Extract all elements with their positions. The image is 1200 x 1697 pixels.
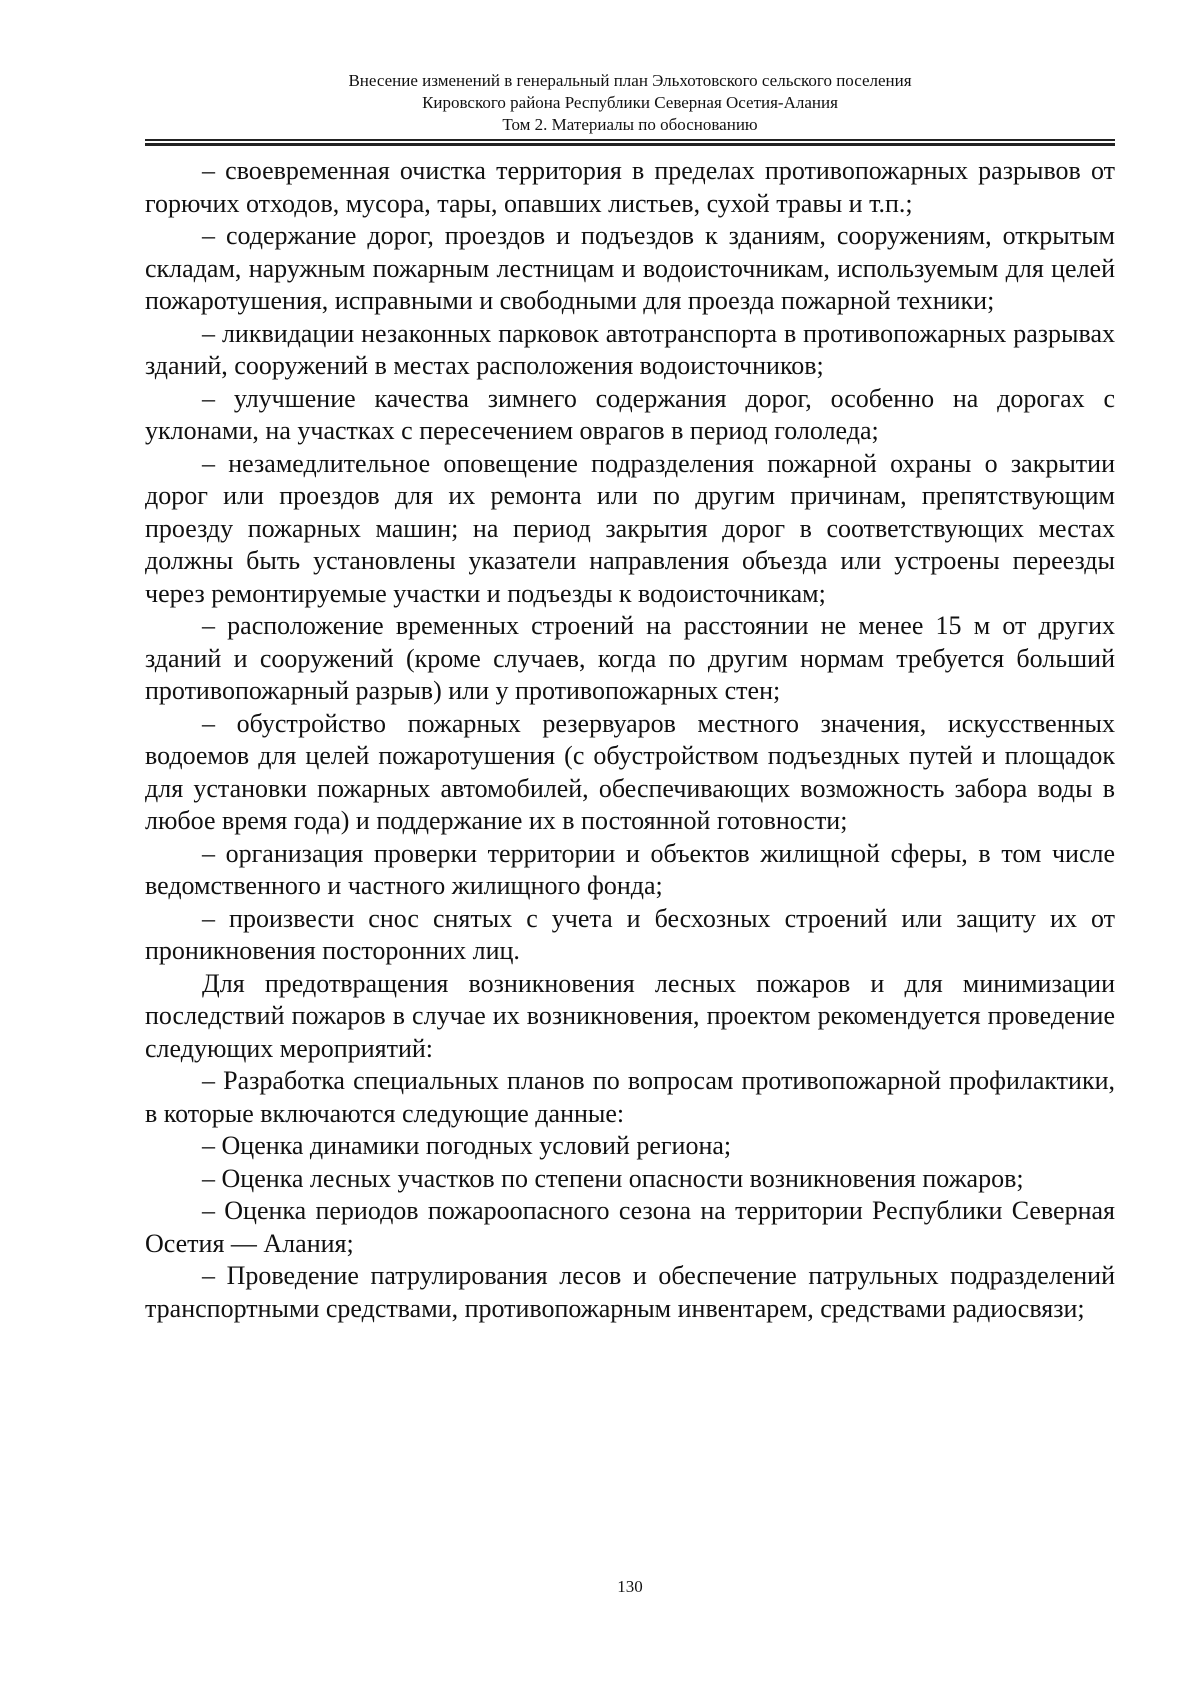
- paragraph-demolition: – произвести снос снятых с учета и бесхозных строений или защиту их от проникновения посторонних лиц.: [145, 903, 1115, 965]
- paragraph-forest-fire-intro: Для предотвращения возникновения лесных пожаров и для минимизации последствий пожаров в случае их возникновения, проектом рекомендуется проведение следующих мероприятий:: [145, 968, 1115, 1063]
- paragraph-fire-season-assessment: – Оценка периодов пожароопасного сезона на территории Республики Северная Осетия — Алания;: [145, 1196, 1115, 1258]
- paragraph-road-closure-notification: – незамедлительное оповещение подразделения пожарной охраны о закрытии дорог или проездов для их ремонта или по другим причинам, препятствующим проезду пожарных машин; на период закрытия дорог в соответствующих местах должны быть установлены указатели направления объезда или устроены переезды через ремонтируемые участки и подъезды к водоисточникам;: [145, 448, 1115, 608]
- paragraph-road-maintenance: – содержание дорог, проездов и подъездов к зданиям, сооружениям, открытым складам, наружным пожарным лестницам и водоисточникам, используемым для целей пожаротушения, исправными и свободными для проезда пожарной техники;: [145, 221, 1115, 315]
- paragraph-forest-patrol: – Проведение патрулирования лесов и обеспечение патрульных подразделений транспортными средствами, противопожарным инвентарем, средствами радиосвязи;: [145, 1261, 1115, 1323]
- paragraph-prevention-plans: – Разработка специальных планов по вопросам противопожарной профилактики, в которые включаются следующие данные:: [145, 1066, 1115, 1128]
- paragraph-housing-inspection: – организация проверки территории и объектов жилищной сферы, в том числе ведомственного и частного жилищного фонда;: [145, 838, 1115, 900]
- paragraph-territory-cleaning: – своевременная очистка территория в пределах противопожарных разрывов от горючих отходов, мусора, тары, опавших листьев, сухой травы и т.п.;: [145, 156, 1115, 218]
- header-divider: [145, 139, 1115, 146]
- page-number: 130: [617, 1577, 643, 1596]
- paragraph-winter-roads: – улучшение качества зимнего содержания дорог, особенно на дорогах с уклонами, на участках с пересечением оврагов в период гололеда;: [145, 383, 1115, 445]
- header-divider-thin-line: [145, 139, 1115, 141]
- paragraph-forest-danger-assessment: – Оценка лесных участков по степени опасности возникновения пожаров;: [202, 1163, 1024, 1193]
- paragraph-illegal-parking: – ликвидации незаконных парковок автотранспорта в противопожарных разрывах зданий, сооружений в местах расположения водоисточников;: [145, 318, 1115, 380]
- page-header: [145, 70, 1115, 136]
- paragraph-temporary-buildings: – расположение временных строений на расстоянии не менее 15 м от других зданий и сооружений (кроме случаев, когда по другим нормам требуется больший противопожарный разрыв) или у противопожарных стен;: [145, 611, 1115, 705]
- paragraph-weather-assessment: – Оценка динамики погодных условий региона;: [202, 1131, 732, 1160]
- header-volume-line: Том 2. Материалы по обоснованию: [502, 115, 758, 134]
- header-divider-thick-line: [145, 143, 1115, 146]
- header-title-line-2: Кировского района Республики Северная Осетия-Алания: [422, 93, 838, 112]
- body-text: [145, 155, 1115, 1325]
- page-footer: [145, 1576, 1115, 1598]
- header-title-line-1: Внесение изменений в генеральный план Эльхотовского сельского поселения: [348, 71, 912, 90]
- paragraph-fire-reservoirs: – обустройство пожарных резервуаров местного значения, искусственных водоемов для целей пожаротушения (с обустройством подъездных путей и площадок для установки пожарных автомобилей, обеспечивающих возможность забора воды в любое время года) и поддержание их в постоянной готовности;: [145, 708, 1115, 835]
